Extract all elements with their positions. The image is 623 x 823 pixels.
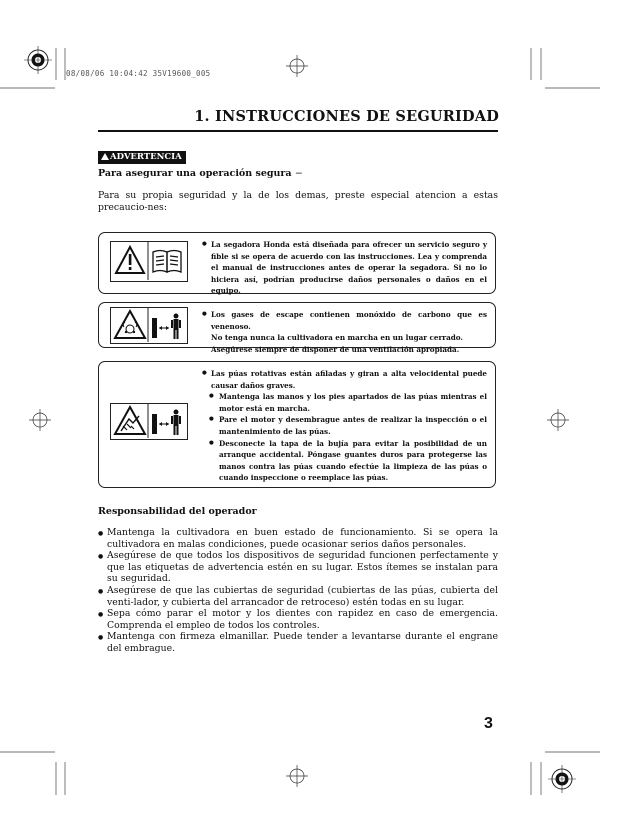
rotating-tines-icon — [115, 407, 145, 434]
list-item: ● Asegúrese de que todos los dispositivos de seguridad funcionen perfectamente y que las etiquetas de advertencia estén en su lugar. Estos ítemes se instalan para su seguridad. — [98, 550, 498, 585]
safety-box-line: ● La segadora Honda está diseñada para ofrecer un servicio seguro y fible si se opera de acuerdo con las instrucciones. Lea y comprenda el manual de instrucciones antes de operar la segadora. Si no lo hiciera así, podrían producirse daños personales o daños en el equipo. — [202, 239, 487, 297]
operator-list — [98, 527, 498, 655]
label-pictograms — [111, 308, 186, 342]
operator-title: Responsabilidad del operador — [98, 506, 257, 517]
page-number: 3 — [484, 715, 493, 732]
warning-intro: Para su propia seguridad y la de los demas, preste especial atencion a estas precaucio-nes: — [98, 190, 498, 213]
warning-triangle-icon — [116, 247, 144, 273]
safety-label-image — [110, 307, 188, 344]
warning-badge-label: ADVERTENCIA — [110, 152, 182, 162]
warning-badge — [98, 151, 186, 164]
keep-distance-person-icon — [152, 314, 181, 340]
warning-triangle-icon — [101, 153, 109, 160]
registration-target-icon — [24, 46, 52, 74]
safety-label-image — [110, 241, 188, 282]
list-item: ● Mantenga la cultivadora en buen estado de funcionamiento. Si se opera la cultivadora en malas condiciones, puede ocasionar serios daños personales. — [98, 527, 498, 550]
list-item: ● Sepa cómo parar el motor y los dientes con rapidez en caso de emergencia. Comprenda el empleo de todos los controles. — [98, 608, 498, 631]
label-pictograms — [111, 242, 186, 280]
safety-box-lead: ● Las púas rotativas están afiladas y giran a alta velocidental puede causar daños graves. — [202, 368, 487, 391]
safety-box-subitem: ● Pare el motor y desembrague antes de realizar la inspección o el mantenimiento de las púas. — [202, 414, 487, 437]
safety-box-text — [202, 239, 487, 297]
crosshair-icon — [286, 55, 308, 77]
warning-subheading-dash: − — [294, 168, 303, 179]
page-title: 1. INSTRUCCIONES DE SEGURIDAD — [194, 108, 499, 125]
safety-box-line: No tenga nunca la cultivadora en marcha en un lugar cerrado. — [211, 333, 463, 343]
safety-box-line: ● Los gases de escape contienen monóxido de carbono que es venenoso. — [202, 309, 487, 332]
safety-box-text — [202, 309, 487, 355]
safety-box-subitem: ● Mantenga las manos y los pies apartados de las púas mientras el motor está en marcha. — [202, 391, 487, 414]
warning-subheading — [98, 168, 303, 179]
crosshair-icon — [547, 409, 569, 431]
exhaust-gas-icon — [115, 311, 145, 338]
label-pictograms — [111, 404, 186, 438]
safety-box-line: Asegúrese siempre de disponer de una ventilación apropiada. — [211, 344, 460, 354]
header-rule — [98, 130, 498, 132]
print-stamp: 08/08/06 10:04:42 35V19600_005 — [66, 69, 211, 78]
safety-label-image — [110, 403, 188, 440]
list-item: ● Mantenga con firmeza elmanillar. Puede tender a levantarse durante el engrane del embrague. — [98, 631, 498, 654]
safety-box-exhaust — [98, 302, 496, 354]
crosshair-icon — [29, 409, 51, 431]
safety-box-subitem: ● Desconecte la tapa de la bujía para evitar la posibilidad de un arranque accidental. Póngase guantes duros para protegerse las manos contra las púas cuando efectúe la limpieza de las púas o cuando inspeccione o reemplace las púas. — [202, 438, 487, 484]
safety-box-tines — [98, 361, 496, 488]
safety-box-text — [202, 368, 487, 484]
list-item: ● Asegúrese de que las cubiertas de seguridad (cubiertas de las púas, cubierta del venti-lador, y cubierta del arrancador de retroceso) estén todas en su lugar. — [98, 585, 498, 608]
manual-book-icon — [153, 251, 181, 273]
safety-box-manual — [98, 232, 496, 294]
registration-target-icon — [548, 765, 576, 793]
keep-distance-person-icon — [152, 410, 181, 436]
warning-subheading-text: Para asegurar una operación segura — [98, 168, 292, 179]
crosshair-icon — [286, 765, 308, 787]
